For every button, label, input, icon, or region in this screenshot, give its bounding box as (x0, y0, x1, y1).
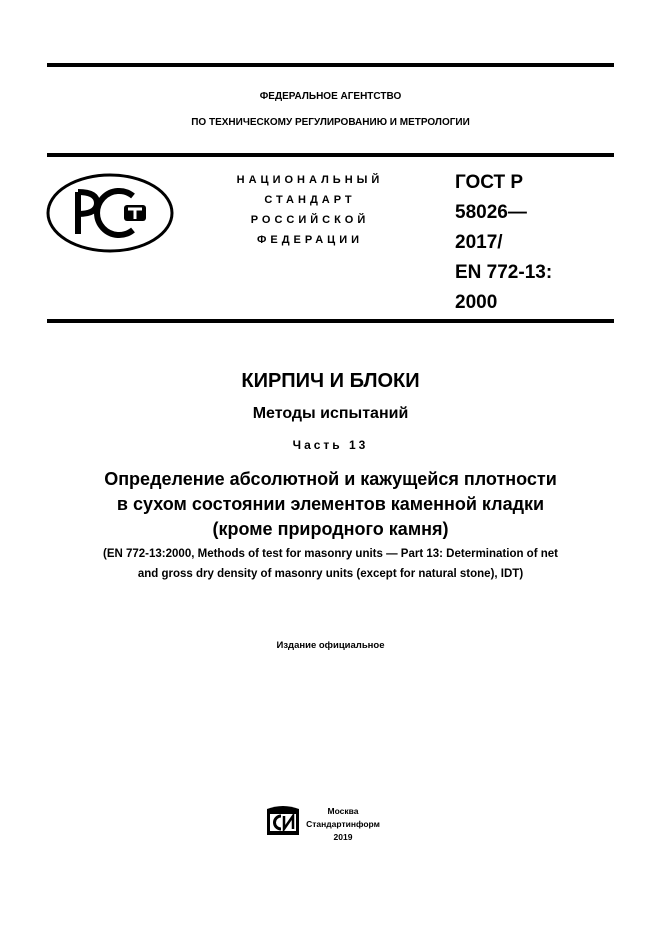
doc-subtitle: Методы испытаний (252, 405, 409, 422)
publisher-year: 2019 (333, 832, 353, 842)
header-bottom-rule (47, 319, 614, 323)
rst-logo-icon (45, 172, 175, 254)
standard-type-line: СТАНДАРТ (264, 194, 356, 206)
publisher-city: Москва (327, 806, 359, 816)
top-rule (47, 63, 614, 67)
part-title-line: Определение абсолютной и кажущейся плотности (104, 469, 557, 489)
standard-type-line: ФЕДЕРАЦИИ (256, 234, 364, 246)
part-title-line: в сухом состоянии элементов каменной кладки (116, 494, 545, 514)
agency-line-2: ПО ТЕХНИЧЕСКОМУ РЕГУЛИРОВАНИЮ И МЕТРОЛОГИИ (191, 117, 470, 128)
doc-part-title (0, 467, 661, 542)
en-reference (0, 544, 661, 584)
edition-label: Издание официальное (276, 640, 385, 651)
standard-type-line: НАЦИОНАЛЬНЫЙ (236, 174, 384, 186)
standartinform-logo-icon (265, 803, 301, 839)
agency-line-1: ФЕДЕРАЛЬНОЕ АГЕНТСТВО (259, 91, 402, 102)
en-reference-line: (EN 772-13:2000, Methods of test for masonry units — Part 13: Determination of net (103, 548, 558, 560)
doc-title: КИРПИЧ И БЛОКИ (241, 370, 420, 392)
publisher-name: Стандартинформ (306, 819, 380, 829)
header-rule (47, 153, 614, 157)
standard-type (210, 170, 410, 250)
designation-line: EN 772-13: (455, 262, 553, 283)
designation-line: 2017/ (455, 232, 503, 253)
designation-line: ГОСТ Р (455, 172, 524, 193)
standard-designation (455, 168, 552, 318)
designation-line: 58026— (455, 202, 527, 223)
part-title-line: (кроме природного камня) (212, 519, 449, 539)
designation-line: 2000 (455, 292, 498, 313)
en-reference-line: and gross dry density of masonry units (except for natural stone), IDT) (137, 568, 524, 580)
doc-part: Часть 13 (292, 438, 369, 452)
publisher-info (300, 805, 386, 844)
standard-type-line: РОССИЙСКОЙ (250, 214, 370, 226)
